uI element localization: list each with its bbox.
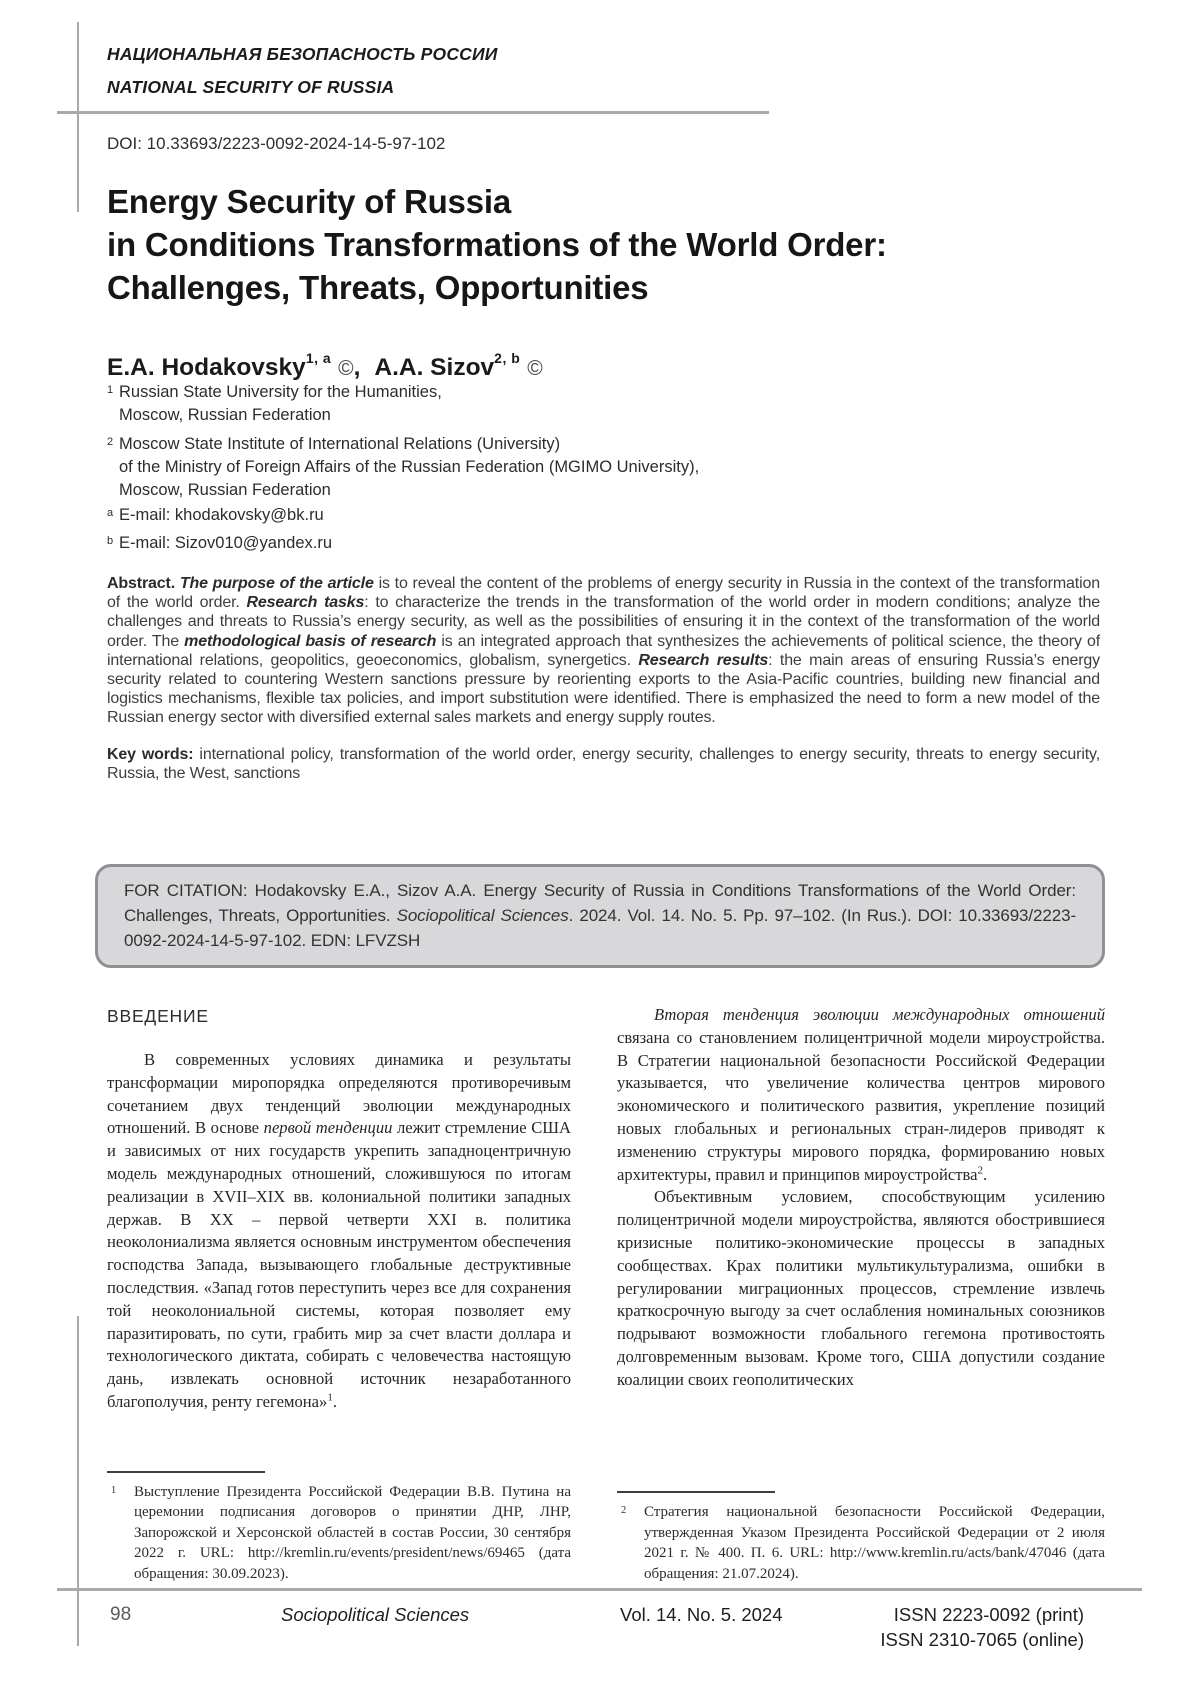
author-1-superscript: 1, a [305, 350, 332, 366]
copyright-icon: © [338, 357, 354, 380]
left-column [107, 1004, 571, 1584]
author-2-name: A.A. Sizov [374, 354, 495, 381]
footer-volume-info: Vol. 14. No. 5. 2024 [620, 1604, 783, 1625]
citation-box [95, 864, 1105, 968]
bottom-left-vertical-rule [77, 1316, 79, 1646]
abstract-segment: : the main areas of ensuring Russia’s energy security related to countering Western sanctions pressure by reorienting exports to the Asia-Pacific countries, building new financial and logistics mechanisms, flexible tax policies, and import substitution were identified. There is emphasized the need to form a new model of the Russian energy sector with diversified external sales markets and energy supply routes. [107, 651, 1100, 727]
author-email-b [107, 532, 332, 555]
title-line: in Conditions Transformations of the World Order: [107, 226, 887, 263]
citation-segment: . 2024. Vol. 14. No. 5. Pp. 97–102. (In Rus.). DOI: 10.33693/2223-0092-2024-14-5-97-102. EDN: LFVZSH [124, 906, 1076, 950]
running-head-ru: НАЦИОНАЛЬНАЯ БЕЗОПАСНОСТЬ РОССИИ [107, 44, 498, 64]
body-paragraph-3: Объективным условием, способствующим усилению полицентричной модели мироустройства, являются обострившиеся кризисные политико-экономические процессы в западных сообществах. Крах политики мультикультурализма, ошибки в регулировании миграционных процессов, стремление извлечь краткосрочную выгоду за счет ослабления номинальных союзников подрывают возможности глобального гегемона противостоять долговременным вызовам. Кроме того, США допустили создание коалиции своих геополитических [617, 1187, 1105, 1389]
abstract-segment: : to characterize the trends in the transformation of the world order in modern conditions; analyze the challenges and threats to Russia’s energy security, as well as the possibilities of ensuring it in the context of the transformation of the world order. The [107, 594, 1100, 650]
affiliation-2-marker: 2 [107, 436, 114, 448]
authors-separator: , [353, 354, 361, 381]
paragraph-segment: Вторая тенденция эволюции международных отношений [654, 1005, 1105, 1024]
footnote-1 [107, 1482, 571, 1585]
issn-online: ISSN 2310-7065 (online) [880, 1629, 1084, 1650]
body-columns [107, 1004, 1105, 1584]
header-horizontal-rule [57, 111, 769, 114]
citation-journal-name: Sociopolitical Sciences [396, 906, 569, 925]
affiliation-1-marker: 1 [107, 384, 114, 396]
footnote-1-marker: 1 [111, 1484, 117, 1496]
page-number: 98 [110, 1604, 132, 1625]
title-line: Challenges, Threats, Opportunities [107, 269, 649, 306]
footnote-block-2 [617, 1491, 1105, 1584]
footnote-2-text: Стратегия национальной безопасности Российской Федерации, утвержденная Указом Президента Российской Федерации от 2 июля 2021 г. № 400. П. 6. URL: http://www.kremlin.ru/acts/bank/47046 (дата обращения: 21.07.2024). [644, 1504, 1105, 1582]
affiliation-2 [107, 433, 699, 502]
top-left-vertical-rule [77, 22, 79, 212]
abstract-segment: is an integrated approach that synthesizes the achievements of political science, the theory of international relations, geopolitics, geoeconomics, globalism, synergetics. [107, 632, 1100, 669]
footer-issn [880, 1602, 1084, 1652]
abstract-segment: Research results [638, 651, 769, 669]
abstract-segment: is to reveal the content of the problems of energy security in Russia in the context of the transformation of the world order. [107, 575, 1100, 612]
footnote-reference-1: 1 [327, 1391, 333, 1404]
abstract-segment: methodological basis of research [184, 632, 442, 650]
email-b-marker: b [107, 535, 114, 547]
abstract-segment: Abstract. [107, 575, 180, 592]
affiliation-line: of the Ministry of Foreign Affairs of the Russian Federation (MGIMO University), [119, 458, 700, 476]
doi-line: DOI: 10.33693/2223-0092-2024-14-5-97-102 [107, 134, 446, 153]
footnote-1-text: Выступление Президента Российской Федерации В.В. Путина на церемонии подписания договоров о принятии ДНР, ЛНР, Запорожской и Херсонской областей в состав России, 30 сентября 2022 г. URL: http://kremlin.ru/events/president/news/69465 (дата обращения: 30.09.2023). [134, 1483, 571, 1582]
email-line: E-mail: Sizov010@yandex.ru [119, 534, 333, 552]
footer-horizontal-rule [57, 1588, 1142, 1591]
citation-text [124, 878, 1076, 953]
author-2-superscript: 2, b [494, 350, 521, 366]
abstract-segment: Research tasks [246, 594, 365, 612]
keywords-paragraph [107, 745, 1100, 783]
right-column [617, 1004, 1105, 1584]
footnote-block-1 [107, 1471, 571, 1585]
footnote-separator [107, 1471, 265, 1473]
affiliation-line: Russian State University for the Humanities, [119, 383, 442, 401]
email-line: E-mail: khodakovsky@bk.ru [119, 506, 324, 524]
body-paragraph-2 [617, 1004, 1105, 1186]
affiliation-line: Moscow State Institute of International Relations (University) [119, 435, 561, 453]
affiliation-line: Moscow, Russian Federation [119, 406, 331, 424]
abstract-paragraph [107, 574, 1100, 728]
affiliation-1 [107, 381, 442, 427]
email-a-marker: a [107, 507, 114, 519]
running-head-en: NATIONAL SECURITY OF RUSSIA [107, 77, 395, 97]
running-head [107, 38, 498, 104]
issn-print: ISSN 2223-0092 (print) [893, 1604, 1084, 1625]
article-title [107, 180, 887, 309]
paragraph-segment: связана со становлением полицентричной модели мироустройства. В Стратегии национальной безопасности Российской Федерации указывается, что увеличение количества центров мирового экономического и политического развития, укрепление позиций новых глобальных и региональных стран-лидеров приводят к изменению структуры мирового порядка, формированию новых архитектуры, правил и принципов мироустройства [617, 1027, 1105, 1184]
footnote-2-marker: 2 [621, 1505, 627, 1516]
author-email-a [107, 504, 324, 527]
footer-journal-title: Sociopolitical Sciences [281, 1604, 470, 1625]
paragraph-segment: первой тенденции [263, 1118, 393, 1138]
citation-segment: FOR CITATION: Hodakovsky E.A., Sizov A.A. Energy Security of Russia in Conditions Transformations of the World Order: Challenges, Threats, Opportunities. [124, 881, 1076, 925]
author-1-name: E.A. Hodakovsky [107, 354, 306, 381]
paragraph-segment: В современных условиях динамика и результаты трансформации миропорядка определяются противоречивым сочетанием двух тенденций эволюции международных отношений. В основе [107, 1050, 571, 1138]
body-paragraph-1 [107, 1049, 571, 1414]
title-line: Energy Security of Russia [107, 183, 511, 220]
affiliation-line: Moscow, Russian Federation [119, 481, 331, 499]
authors-line [107, 350, 543, 382]
paragraph-segment: лежит стремление США и зависимых от них государств укрепить западноцентричную модель международных отношений, сложившуюся по итогам реализации в XVII–XIX вв. колониальной политики западных держав. В XX – первой четверти XXI в. политика неоколониализма является основным инструментом обеспечения господства Запада, вызывающего глобальные деструктивные последствия. «Запад готов переступить через все для сохранения той неоколониальной системы, которая позволяет ему паразитировать, по сути, грабить мир за счет власти доллара и технологического диктата, собирать с человечества настоящую дань, извлекать основной источник незаработанного благополучия, ренту гегемона» [107, 1118, 571, 1411]
copyright-icon: © [527, 357, 543, 380]
footnote-separator [617, 1491, 775, 1493]
footnote-reference-2: 2 [977, 1164, 983, 1177]
abstract-segment: The purpose of the article [179, 575, 379, 592]
keywords-label: Key words: [107, 746, 194, 763]
footnote-2 [617, 1502, 1105, 1584]
paragraph-segment: . [982, 1164, 988, 1184]
keywords-text: international policy, transformation of the world order, energy security, challenges to energy security, threats to energy security, Russia, the West, sanctions [107, 746, 1100, 783]
paragraph-segment: . [332, 1391, 337, 1411]
section-heading-introduction: ВВЕДЕНИЕ [107, 1006, 209, 1026]
